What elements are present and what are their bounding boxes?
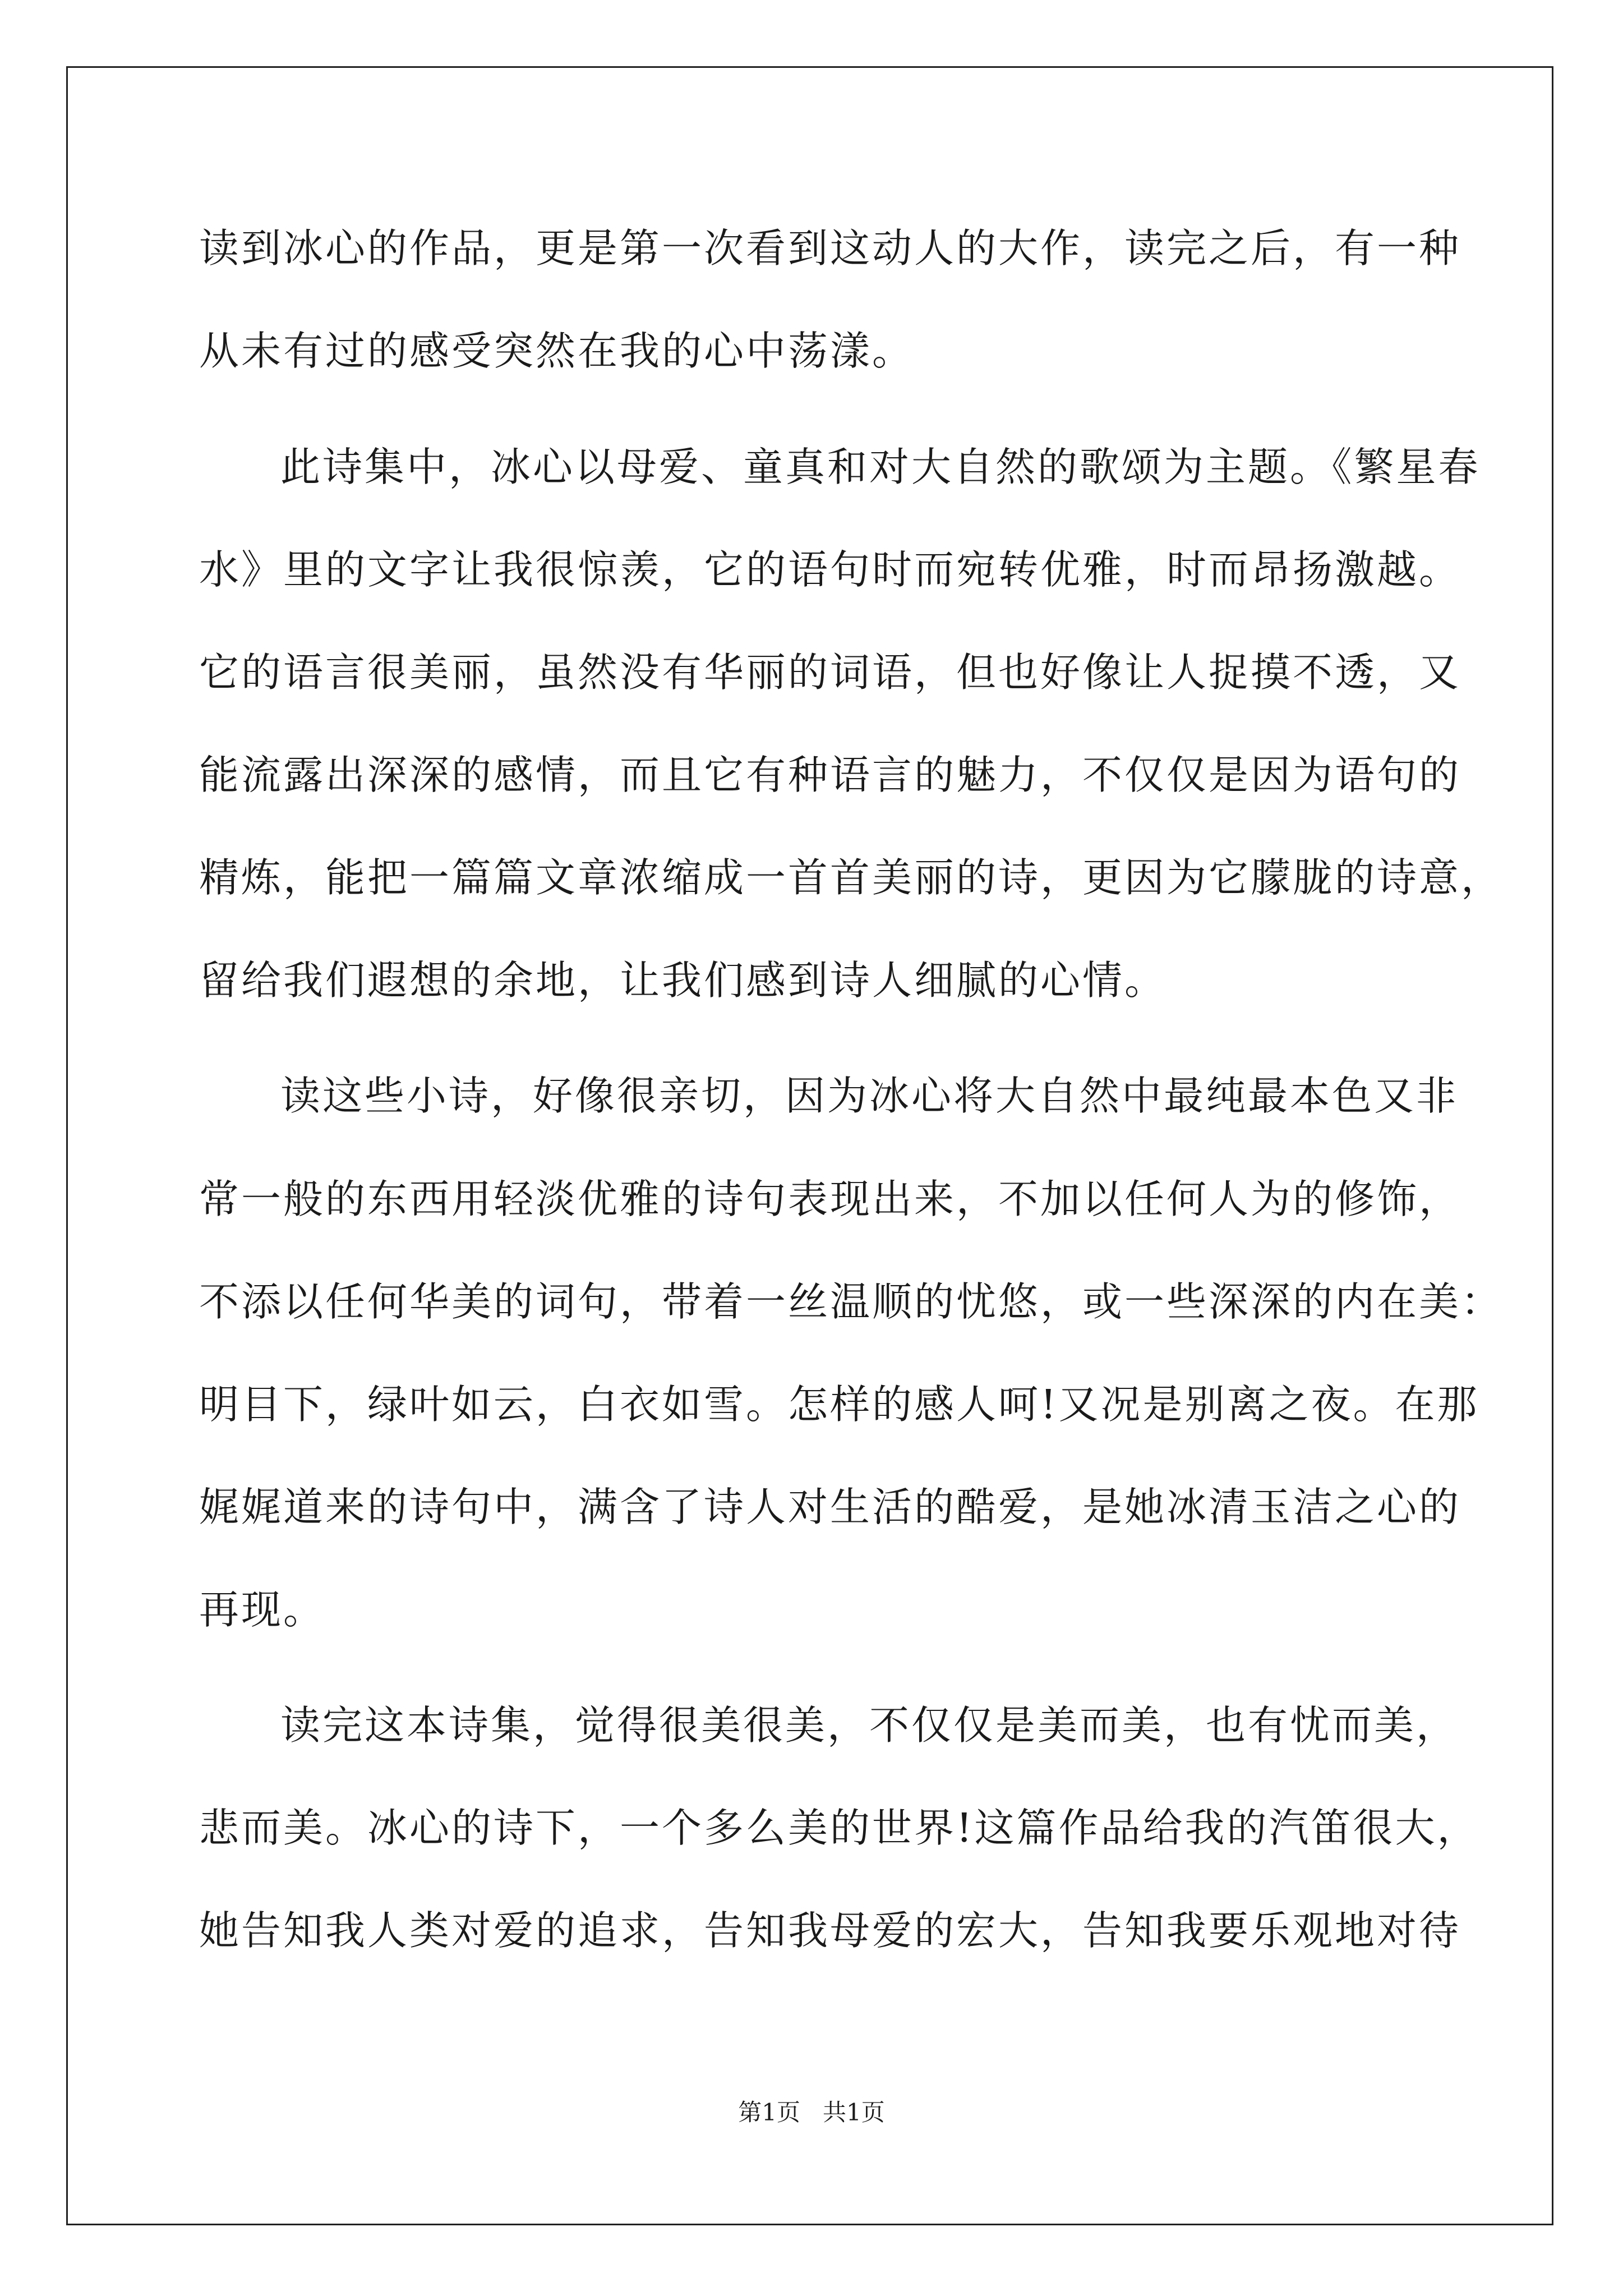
text-line: 读完这本诗集，觉得很美很美，不仅仅是美而美，也有忧而美， [280,1702,1459,1749]
text-line: 此诗集中，冰心以母爱、童真和对大自然的歌颂为主题。《繁星春 [280,444,1481,490]
text-line: 不添以任何华美的词句，带着一丝温顺的忧悠，或一些深深的内在美： [199,1278,1504,1325]
text-line: 悲而美。冰心的诗下，一个多么美的世界!这篇作品给我的汽笛很大， [199,1805,1479,1851]
text-line: 能流露出深深的感情，而且它有种语言的魅力，不仅仅是因为语句的 [199,752,1461,798]
text-line: 读到冰心的作品，更是第一次看到这动人的大作，读完之后，有一种 [199,225,1461,272]
text-line: 它的语言很美丽，虽然没有华丽的词语，但也好像让人捉摸不透，又 [199,649,1461,696]
text-line: 她告知我人类对爱的追求，告知我母爱的宏大，告知我要乐观地对待 [199,1907,1461,1954]
text-line: 读这些小诗，好像很亲切，因为冰心将大自然中最纯最本色又非 [280,1073,1459,1119]
text-line: 再现。 [199,1586,326,1633]
text-line: 从未有过的感受突然在我的心中荡漾。 [199,328,915,374]
text-line: 明目下，绿叶如云，白衣如雪。怎样的感人呵!又况是别离之夜。在那 [199,1381,1479,1428]
text-line: 常一般的东西用轻淡优雅的诗句表现出来，不加以任何人为的修饰， [199,1176,1461,1222]
text-line: 留给我们遐想的余地，让我们感到诗人细腻的心情。 [199,957,1167,1004]
page-number: 第1页 共1页 [738,2099,885,2126]
text-line: 娓娓道来的诗句中，满含了诗人对生活的酷爱，是她冰清玉洁之心的 [199,1484,1461,1530]
text-line: 水》里的文字让我很惊羡，它的语句时而宛转优雅，时而昂扬激越。 [199,546,1461,593]
page-border [66,66,1553,2225]
text-line: 精炼，能把一篇篇文章浓缩成一首首美丽的诗，更因为它朦胧的诗意， [199,854,1504,901]
